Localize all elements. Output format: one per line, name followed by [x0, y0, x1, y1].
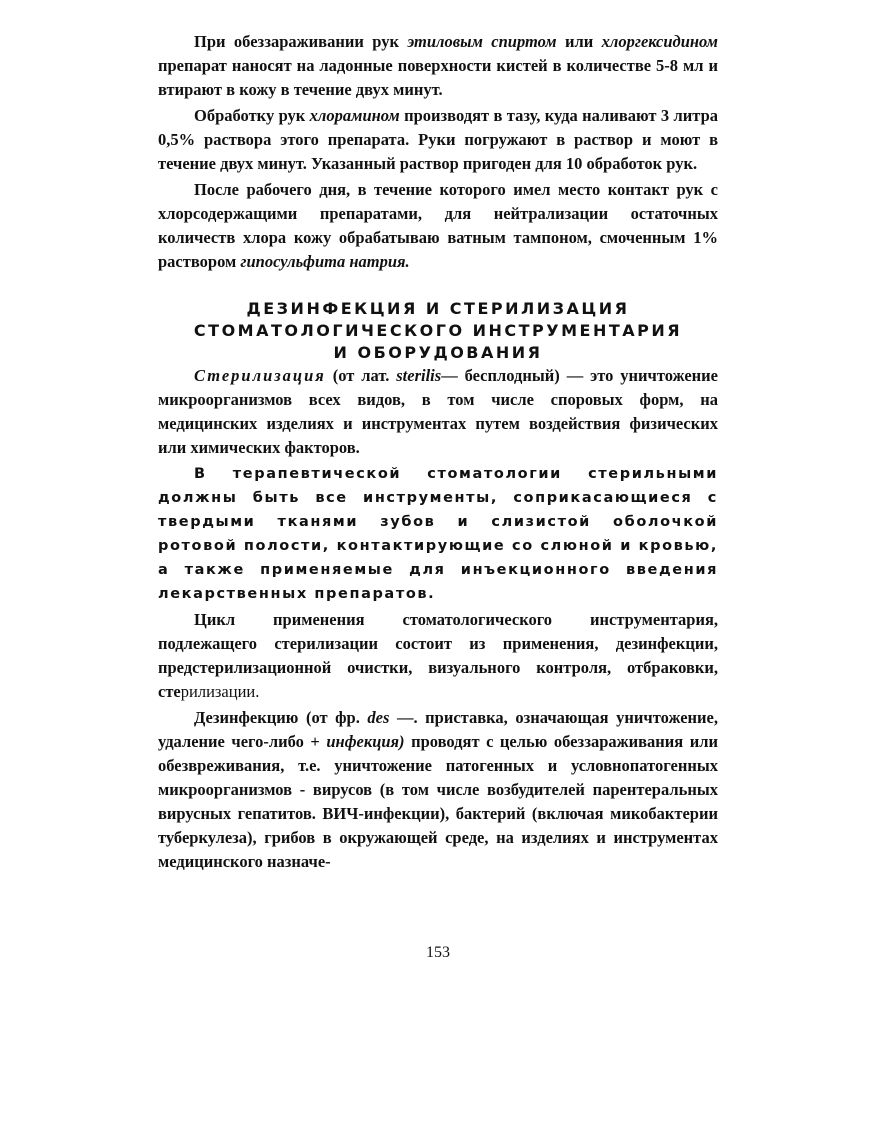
paragraph-hand-alcohol: [158, 30, 718, 102]
term-sodium-hyposulfite: гипосульфита натрия.: [240, 252, 410, 271]
heading-line-2: СТОМАТОЛОГИЧЕСКОГО ИНСТРУМЕНТАРИЯ: [193, 321, 683, 340]
term-chloramine: хлорамином: [309, 106, 400, 125]
text-run: —. приставка, означающая уничтожение, удаление чего-либо +: [158, 708, 718, 751]
term-infection: инфекция): [326, 732, 405, 751]
heading-line-1: ДЕЗИНФЕКЦИЯ И СТЕРИЛИЗАЦИЯ: [246, 299, 630, 318]
text-run: Дезинфекцию (от фр.: [194, 708, 368, 727]
term-chlorhexidine: хлоргексидином: [601, 32, 718, 51]
heading-line-3: И ОБОРУДОВАНИЯ: [333, 343, 543, 362]
paragraph-instrument-cycle: [158, 608, 718, 704]
text-run: После рабочего дня, в течение которого имел место контакт рук с хлорсодержащими препаратами, для нейтрализации остаточных количеств хлора кожу обрабатываю ватным тампоном, смоченным 1% раствором: [158, 180, 718, 271]
text-run: или: [556, 32, 602, 51]
paragraph-therapeutic-dentistry: В терапевтической стоматологии стерильными должны быть все инструменты, соприкасающиеся с твердыми тканями зубов и слизистой оболочкой ротовой полости, контактирующие со слюной и кровью, а также применяемые для инъекционного введения лекарственных препаратов.: [158, 466, 718, 602]
paragraph-sterilization-definition: [158, 364, 718, 460]
text-run: При обеззараживании рук: [194, 32, 408, 51]
text-run: рилизации.: [180, 682, 260, 701]
text-run: проводят с целью обеззараживания или обезвреживания, т.е. уничтожение патогенных и условнопатогенных микроорганизмов - вирусов (в том числе возбудителей парентеральных вирусных гепатитов. ВИЧ-инфекции), бактерий (включая микобактерии туберкулеза), грибов в окружающей среде, на изделиях и инструментах медицинского назначе-: [158, 732, 718, 871]
page-number: 153: [426, 944, 450, 961]
text-run: — бесплодный) — это уничтожение микроорганизмов всех видов, в том числе споровых форм, на медицинских изделиях и инструментах путем воздействия физических или химических факторов.: [158, 366, 719, 457]
term-sterilis: sterilis: [396, 366, 442, 385]
text-run: препарат наносят на ладонные поверхности кистей в количестве 5-8 мл и втирают в кожу в течение двух минут.: [158, 56, 718, 99]
text-run: Цикл применения стоматологического инструментария, подлежащего стерилизации состоит из применения, дезинфекции, предстерилизационной очистки, визуального контроля, отбраковки, сте: [158, 610, 718, 701]
text-run: производят в тазу, куда наливают 3 литра 0,5% раствора этого препарата. Руки погружают в раствор и моют в течение двух минут. Указанный раствор пригоден для 10 обработок рук.: [158, 106, 718, 173]
text-run: Обработку рук: [194, 106, 310, 125]
paragraph-after-work: [158, 178, 718, 274]
document-page: [158, 30, 719, 961]
paragraph-chloramine: [158, 104, 718, 176]
section-heading: [158, 298, 718, 364]
term-des: des: [367, 708, 390, 727]
text-run: (от лат.: [325, 366, 397, 385]
paragraph-disinfection-definition: [158, 706, 718, 874]
term-ethyl-alcohol: этиловым спиртом: [407, 32, 557, 51]
term-sterilization: Стерилизация: [194, 366, 326, 385]
